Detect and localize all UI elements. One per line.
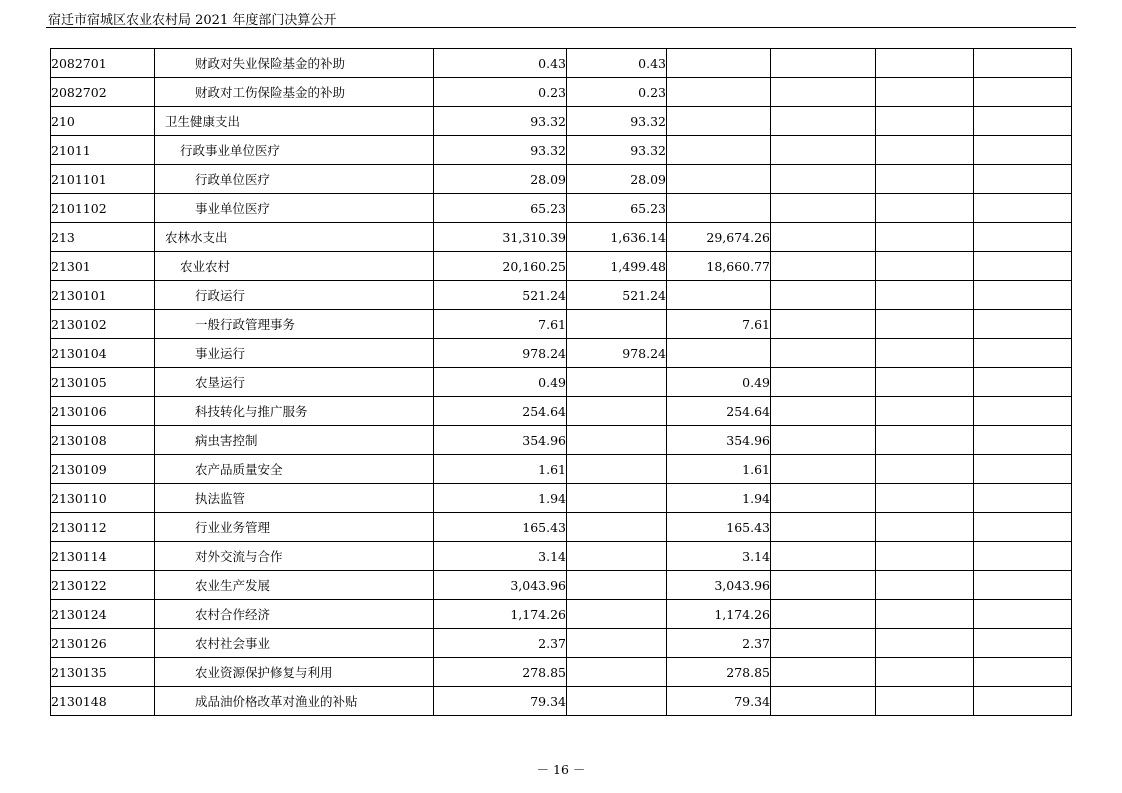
table-row: [51, 484, 1072, 513]
account-name-cell: 行政单位医疗: [155, 165, 434, 194]
value-cell-4: [771, 629, 876, 658]
value-cell-5: [876, 107, 974, 136]
basic-expenditure-cell: 978.24: [567, 339, 667, 368]
basic-expenditure-cell: [567, 658, 667, 687]
total-amount-cell: 1.94: [434, 484, 567, 513]
project-expenditure-cell: 3,043.96: [667, 571, 771, 600]
value-cell-6: [974, 310, 1072, 339]
total-amount-cell: 0.49: [434, 368, 567, 397]
basic-expenditure-cell: [567, 571, 667, 600]
project-expenditure-cell: 2.37: [667, 629, 771, 658]
value-cell-5: [876, 339, 974, 368]
account-code-cell: 2130124: [51, 600, 155, 629]
total-amount-cell: 7.61: [434, 310, 567, 339]
value-cell-6: [974, 78, 1072, 107]
value-cell-6: [974, 165, 1072, 194]
account-name-cell: 农林水支出: [155, 223, 434, 252]
account-code-cell: 2130105: [51, 368, 155, 397]
table-row: [51, 252, 1072, 281]
basic-expenditure-cell: 0.23: [567, 78, 667, 107]
project-expenditure-cell: 165.43: [667, 513, 771, 542]
account-name-cell: 成品油价格改革对渔业的补贴: [155, 687, 434, 716]
total-amount-cell: 93.32: [434, 136, 567, 165]
table-row: [51, 165, 1072, 194]
account-code-cell: 2130122: [51, 571, 155, 600]
account-code-cell: 2130104: [51, 339, 155, 368]
table-row: [51, 542, 1072, 571]
project-expenditure-cell: 1.61: [667, 455, 771, 484]
basic-expenditure-cell: [567, 455, 667, 484]
project-expenditure-cell: 354.96: [667, 426, 771, 455]
project-expenditure-cell: 3.14: [667, 542, 771, 571]
basic-expenditure-cell: [567, 687, 667, 716]
value-cell-6: [974, 223, 1072, 252]
value-cell-5: [876, 165, 974, 194]
project-expenditure-cell: 1.94: [667, 484, 771, 513]
total-amount-cell: 65.23: [434, 194, 567, 223]
basic-expenditure-cell: 521.24: [567, 281, 667, 310]
account-code-cell: 2082701: [51, 49, 155, 78]
value-cell-6: [974, 484, 1072, 513]
value-cell-5: [876, 252, 974, 281]
project-expenditure-cell: [667, 49, 771, 78]
value-cell-6: [974, 107, 1072, 136]
value-cell-6: [974, 339, 1072, 368]
project-expenditure-cell: 0.49: [667, 368, 771, 397]
value-cell-6: [974, 281, 1072, 310]
value-cell-4: [771, 281, 876, 310]
project-expenditure-cell: 29,674.26: [667, 223, 771, 252]
total-amount-cell: 28.09: [434, 165, 567, 194]
basic-expenditure-cell: [567, 629, 667, 658]
account-name-cell: 一般行政管理事务: [155, 310, 434, 339]
account-code-cell: 2082702: [51, 78, 155, 107]
table-body: [51, 49, 1072, 716]
basic-expenditure-cell: 1,636.14: [567, 223, 667, 252]
value-cell-6: [974, 49, 1072, 78]
total-amount-cell: 3.14: [434, 542, 567, 571]
project-expenditure-cell: 1,174.26: [667, 600, 771, 629]
basic-expenditure-cell: [567, 484, 667, 513]
project-expenditure-cell: 254.64: [667, 397, 771, 426]
value-cell-4: [771, 310, 876, 339]
table-row: [51, 513, 1072, 542]
table-row: [51, 571, 1072, 600]
total-amount-cell: 0.43: [434, 49, 567, 78]
basic-expenditure-cell: [567, 513, 667, 542]
value-cell-4: [771, 78, 876, 107]
value-cell-4: [771, 223, 876, 252]
account-code-cell: 2130114: [51, 542, 155, 571]
account-code-cell: 21301: [51, 252, 155, 281]
value-cell-6: [974, 542, 1072, 571]
project-expenditure-cell: [667, 339, 771, 368]
table-row: [51, 107, 1072, 136]
value-cell-5: [876, 687, 974, 716]
basic-expenditure-cell: 65.23: [567, 194, 667, 223]
account-code-cell: 2130108: [51, 426, 155, 455]
value-cell-4: [771, 571, 876, 600]
account-name-cell: 农村社会事业: [155, 629, 434, 658]
account-code-cell: 2130110: [51, 484, 155, 513]
account-name-cell: 行业业务管理: [155, 513, 434, 542]
basic-expenditure-cell: [567, 426, 667, 455]
value-cell-4: [771, 397, 876, 426]
table-row: [51, 600, 1072, 629]
basic-expenditure-cell: [567, 310, 667, 339]
table-row: [51, 687, 1072, 716]
account-name-cell: 事业单位医疗: [155, 194, 434, 223]
table-row: [51, 136, 1072, 165]
value-cell-4: [771, 136, 876, 165]
project-expenditure-cell: [667, 194, 771, 223]
basic-expenditure-cell: [567, 542, 667, 571]
value-cell-4: [771, 687, 876, 716]
basic-expenditure-cell: [567, 600, 667, 629]
value-cell-5: [876, 194, 974, 223]
value-cell-5: [876, 49, 974, 78]
account-code-cell: 2101101: [51, 165, 155, 194]
value-cell-6: [974, 571, 1072, 600]
account-code-cell: 2130148: [51, 687, 155, 716]
account-code-cell: 2130106: [51, 397, 155, 426]
value-cell-6: [974, 194, 1072, 223]
value-cell-6: [974, 397, 1072, 426]
value-cell-4: [771, 252, 876, 281]
account-name-cell: 农产品质量安全: [155, 455, 434, 484]
account-name-cell: 农业资源保护修复与利用: [155, 658, 434, 687]
project-expenditure-cell: 7.61: [667, 310, 771, 339]
value-cell-5: [876, 78, 974, 107]
value-cell-4: [771, 455, 876, 484]
table-row: [51, 455, 1072, 484]
project-expenditure-cell: [667, 165, 771, 194]
table-row: [51, 368, 1072, 397]
value-cell-4: [771, 339, 876, 368]
table-row: [51, 310, 1072, 339]
value-cell-5: [876, 426, 974, 455]
total-amount-cell: 20,160.25: [434, 252, 567, 281]
value-cell-4: [771, 194, 876, 223]
value-cell-4: [771, 426, 876, 455]
project-expenditure-cell: [667, 136, 771, 165]
value-cell-4: [771, 49, 876, 78]
account-code-cell: 2130126: [51, 629, 155, 658]
basic-expenditure-cell: 1,499.48: [567, 252, 667, 281]
account-name-cell: 农垦运行: [155, 368, 434, 397]
value-cell-5: [876, 571, 974, 600]
account-code-cell: 2130135: [51, 658, 155, 687]
total-amount-cell: 0.23: [434, 78, 567, 107]
account-name-cell: 对外交流与合作: [155, 542, 434, 571]
value-cell-4: [771, 658, 876, 687]
account-name-cell: 农业农村: [155, 252, 434, 281]
header-divider: [46, 27, 1076, 28]
page-number: － 16 －: [536, 762, 586, 777]
value-cell-4: [771, 600, 876, 629]
value-cell-6: [974, 136, 1072, 165]
value-cell-6: [974, 600, 1072, 629]
total-amount-cell: 354.96: [434, 426, 567, 455]
account-name-cell: 病虫害控制: [155, 426, 434, 455]
value-cell-6: [974, 629, 1072, 658]
value-cell-4: [771, 542, 876, 571]
account-name-cell: 农村合作经济: [155, 600, 434, 629]
value-cell-5: [876, 310, 974, 339]
value-cell-4: [771, 513, 876, 542]
total-amount-cell: 2.37: [434, 629, 567, 658]
table-row: [51, 194, 1072, 223]
value-cell-6: [974, 513, 1072, 542]
value-cell-5: [876, 368, 974, 397]
value-cell-5: [876, 397, 974, 426]
value-cell-5: [876, 281, 974, 310]
value-cell-4: [771, 107, 876, 136]
value-cell-5: [876, 455, 974, 484]
value-cell-5: [876, 600, 974, 629]
total-amount-cell: 165.43: [434, 513, 567, 542]
account-code-cell: 2101102: [51, 194, 155, 223]
account-name-cell: 执法监管: [155, 484, 434, 513]
project-expenditure-cell: 79.34: [667, 687, 771, 716]
account-code-cell: 21011: [51, 136, 155, 165]
value-cell-4: [771, 368, 876, 397]
value-cell-5: [876, 658, 974, 687]
value-cell-6: [974, 252, 1072, 281]
account-code-cell: 2130109: [51, 455, 155, 484]
value-cell-6: [974, 687, 1072, 716]
value-cell-5: [876, 629, 974, 658]
total-amount-cell: 978.24: [434, 339, 567, 368]
account-name-cell: 科技转化与推广服务: [155, 397, 434, 426]
table-row: [51, 629, 1072, 658]
total-amount-cell: 93.32: [434, 107, 567, 136]
total-amount-cell: 1.61: [434, 455, 567, 484]
account-code-cell: 2130112: [51, 513, 155, 542]
account-code-cell: 210: [51, 107, 155, 136]
value-cell-6: [974, 426, 1072, 455]
table-row: [51, 658, 1072, 687]
basic-expenditure-cell: 28.09: [567, 165, 667, 194]
total-amount-cell: 278.85: [434, 658, 567, 687]
document-header: 宿迁市宿城区农业农村局 2021 年度部门决算公开: [48, 13, 337, 28]
account-name-cell: 卫生健康支出: [155, 107, 434, 136]
account-name-cell: 事业运行: [155, 339, 434, 368]
project-expenditure-cell: 278.85: [667, 658, 771, 687]
account-code-cell: 2130102: [51, 310, 155, 339]
project-expenditure-cell: [667, 107, 771, 136]
total-amount-cell: 3,043.96: [434, 571, 567, 600]
account-name-cell: 行政事业单位医疗: [155, 136, 434, 165]
project-expenditure-cell: [667, 281, 771, 310]
total-amount-cell: 79.34: [434, 687, 567, 716]
basic-expenditure-cell: [567, 368, 667, 397]
total-amount-cell: 31,310.39: [434, 223, 567, 252]
value-cell-4: [771, 484, 876, 513]
value-cell-5: [876, 513, 974, 542]
account-name-cell: 农业生产发展: [155, 571, 434, 600]
basic-expenditure-cell: [567, 397, 667, 426]
account-code-cell: 2130101: [51, 281, 155, 310]
basic-expenditure-cell: 93.32: [567, 136, 667, 165]
total-amount-cell: 521.24: [434, 281, 567, 310]
value-cell-5: [876, 484, 974, 513]
table-row: [51, 49, 1072, 78]
value-cell-5: [876, 136, 974, 165]
account-name-cell: 行政运行: [155, 281, 434, 310]
table-row: [51, 78, 1072, 107]
account-name-cell: 财政对工伤保险基金的补助: [155, 78, 434, 107]
value-cell-6: [974, 368, 1072, 397]
total-amount-cell: 1,174.26: [434, 600, 567, 629]
total-amount-cell: 254.64: [434, 397, 567, 426]
project-expenditure-cell: 18,660.77: [667, 252, 771, 281]
table-row: [51, 397, 1072, 426]
expenditure-table: [50, 48, 1072, 716]
basic-expenditure-cell: 93.32: [567, 107, 667, 136]
basic-expenditure-cell: 0.43: [567, 49, 667, 78]
value-cell-6: [974, 658, 1072, 687]
value-cell-5: [876, 223, 974, 252]
project-expenditure-cell: [667, 78, 771, 107]
account-name-cell: 财政对失业保险基金的补助: [155, 49, 434, 78]
value-cell-4: [771, 165, 876, 194]
value-cell-5: [876, 542, 974, 571]
table-row: [51, 339, 1072, 368]
value-cell-6: [974, 455, 1072, 484]
table-row: [51, 223, 1072, 252]
account-code-cell: 213: [51, 223, 155, 252]
table-row: [51, 281, 1072, 310]
table-row: [51, 426, 1072, 455]
